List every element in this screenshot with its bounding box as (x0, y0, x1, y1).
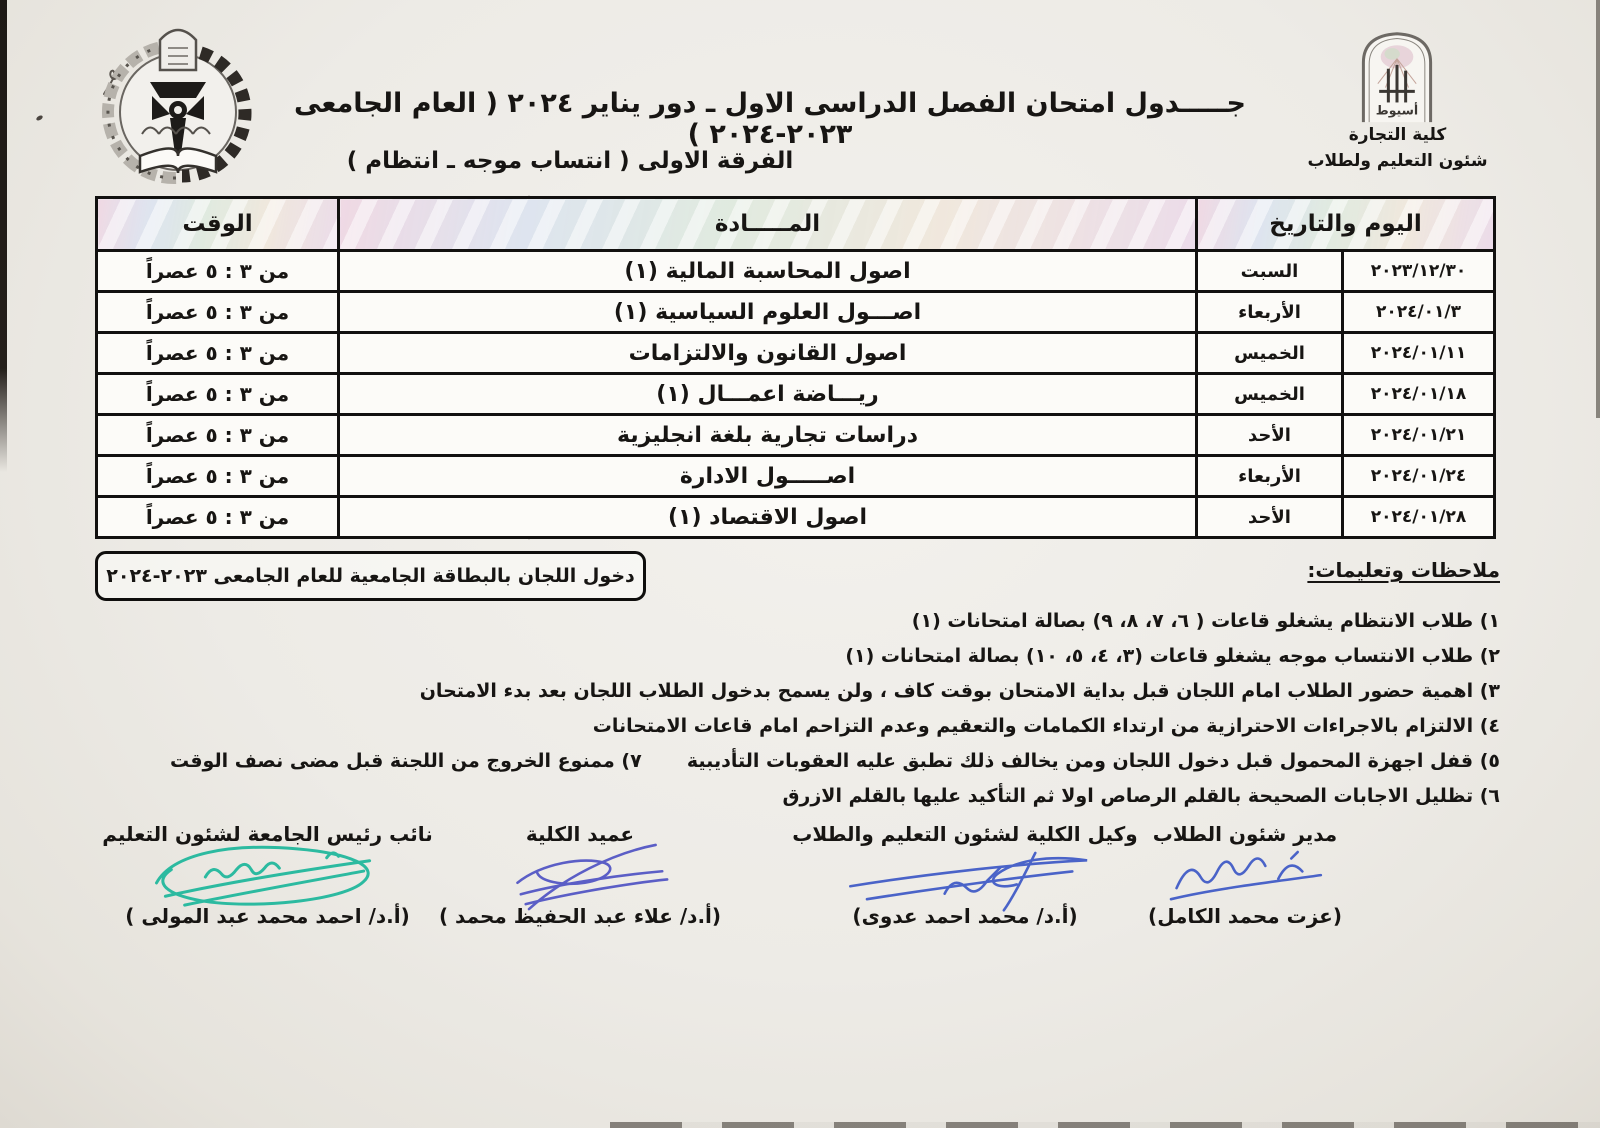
time-cell: من ٣ : ٥ عصراً (97, 415, 339, 456)
signature-name: (عزت محمد الكامل) (1148, 904, 1342, 928)
signature-ink-vp-education (81, 840, 454, 914)
date-cell: ٢٠٢٤/٠١/١١ (1343, 333, 1495, 374)
subject-cell: اصـــــول الادارة (339, 456, 1197, 497)
time-cell: من ٣ : ٥ عصراً (97, 333, 339, 374)
signature-title: عميد الكلية (525, 822, 635, 846)
university-logo-text: أسيوط (1375, 102, 1419, 118)
table-row (97, 374, 1495, 415)
notes-list (100, 606, 1500, 816)
signature-name: (أ.د/ علاء عبد الحفيظ محمد ) (438, 904, 722, 928)
exam-schedule-table (95, 196, 1496, 539)
scan-artifact-right-edge (1596, 0, 1600, 418)
date-cell: ٢٠٢٤/٠١/١٨ (1343, 374, 1495, 415)
signature-block-vice-dean-education (780, 822, 1150, 928)
table-row (97, 333, 1495, 374)
date-cell: ٢٠٢٤/٠١/٢٤ (1343, 456, 1495, 497)
table-row (97, 497, 1495, 538)
signature-title: نائب رئيس الجامعة لشئون التعليم (102, 822, 433, 846)
subject-cell: دراسات تجارية بلغة انجليزية (339, 415, 1197, 456)
header-subject: المـــــادة (339, 198, 1197, 251)
faculty-department: شئون التعليم ولطلاب (1307, 151, 1488, 171)
subject-cell: اصول المحاسبة المالية (١) (339, 251, 1197, 292)
note-item: ١) طلاب الانتظام يشغلو قاعات ( ٦، ٧، ٨، ٩) بصالة امتحانات (١) (911, 610, 1500, 632)
day-cell: الأربعاء (1197, 292, 1343, 333)
signature-block-vp-education (95, 822, 440, 928)
letterhead-caption (1300, 122, 1495, 174)
note-item: ٦) تظليل الاجابات الصحيحة بالقلم الرصاص اولا ثم التأكيد عليها بالقلم الازرق (782, 785, 1500, 807)
subject-cell: اصول الاقتصاد (١) (339, 497, 1197, 538)
day-cell: الخميس (1197, 374, 1343, 415)
date-cell: ٢٠٢٤/٠١/٢١ (1343, 415, 1495, 456)
time-cell: من ٣ : ٥ عصراً (97, 456, 339, 497)
signature-ink-vice-dean (766, 840, 1164, 914)
time-cell: من ٣ : ٥ عصراً (97, 497, 339, 538)
faculty-of-commerce-emblem-icon (98, 18, 258, 188)
signature-name: (أ.د/ احمد محمد عبد المولى ) (125, 904, 410, 928)
note-item: ٥) قفل اجهزة المحمول قبل دخول اللجان ومن يخالف ذلك تطبق عليه العقوبات التأديبية (686, 750, 1500, 772)
faculty-name: كلية التجارة (1348, 125, 1447, 145)
scan-artifact-ink-speck (35, 115, 43, 122)
day-cell: الأحد (1197, 497, 1343, 538)
header-day-date: اليوم والتاريخ (1197, 198, 1495, 251)
table-row (97, 292, 1495, 333)
subject-cell: ريـــاضة اعمـــال (١) (339, 374, 1197, 415)
time-cell: من ٣ : ٥ عصراً (97, 251, 339, 292)
date-cell: ٢٠٢٣/١٢/٣٠ (1343, 251, 1495, 292)
note-item-side: ٧) ممنوع الخروج من اللجنة قبل مضى نصف الوقت (170, 750, 642, 772)
note-item: ٤) الالتزام بالاجراءات الاحترازية من ارتداء الكمامات والتعقيم وعدم التزاحم امام قاعات الامتحانات (592, 715, 1500, 737)
day-cell: السبت (1197, 251, 1343, 292)
table-header-row (97, 198, 1495, 251)
table-row (97, 251, 1495, 292)
date-cell: ٢٠٢٤/٠١/٢٨ (1343, 497, 1495, 538)
time-cell: من ٣ : ٥ عصراً (97, 292, 339, 333)
signature-block-dean (430, 822, 730, 928)
scan-artifact-bottom-edge (610, 1122, 1600, 1128)
document-subtitle: الفرقة الاولى ( انتساب موجه ـ انتظام ) (346, 148, 794, 174)
signature-title: مدير شئون الطلاب (1152, 822, 1338, 846)
table-row (97, 415, 1495, 456)
signature-ink-dean (416, 840, 744, 914)
subject-cell: اصول القانون والالتزامات (339, 333, 1197, 374)
signature-title: وكيل الكلية لشئون التعليم والطلاب (792, 822, 1138, 846)
assiut-university-logo-icon (1352, 28, 1442, 124)
time-cell: من ٣ : ٥ عصراً (97, 374, 339, 415)
note-item-row (100, 746, 1500, 781)
table-row (97, 456, 1495, 497)
note-item: ٢) طلاب الانتساب موجه يشغلو قاعات (٣، ٤، ٥، ١٠) بصالة امتحانات (١) (845, 645, 1500, 667)
day-cell: الأربعاء (1197, 456, 1343, 497)
header-time: الوقت (97, 198, 339, 251)
day-cell: الأحد (1197, 415, 1343, 456)
notes-heading: ملاحظات وتعليمات: (1307, 558, 1500, 582)
signature-name: (أ.د/ محمد احمد عدوى) (852, 904, 1078, 928)
document-title: جـــــدول امتحان الفصل الدراسى الاول ـ دور يناير ٢٠٢٤ ( العام الجامعى ٢٠٢٣-٢٠٢٤ ) (294, 88, 1246, 150)
committee-entry-notice-box: دخول اللجان بالبطاقة الجامعية للعام الجامعى ٢٠٢٣-٢٠٢٤ (95, 551, 646, 601)
date-cell: ٢٠٢٤/٠١/٣ (1343, 292, 1495, 333)
subject-cell: اصـــول العلوم السياسية (١) (339, 292, 1197, 333)
scan-artifact-left-edge (0, 0, 7, 472)
note-item: ٣) اهمية حضور الطلاب امام اللجان قبل بداية الامتحان بوقت كاف ، ولن يسمح بدخول الطلاب اللجان بعد بدء الامتحان (419, 680, 1500, 702)
day-cell: الخميس (1197, 333, 1343, 374)
